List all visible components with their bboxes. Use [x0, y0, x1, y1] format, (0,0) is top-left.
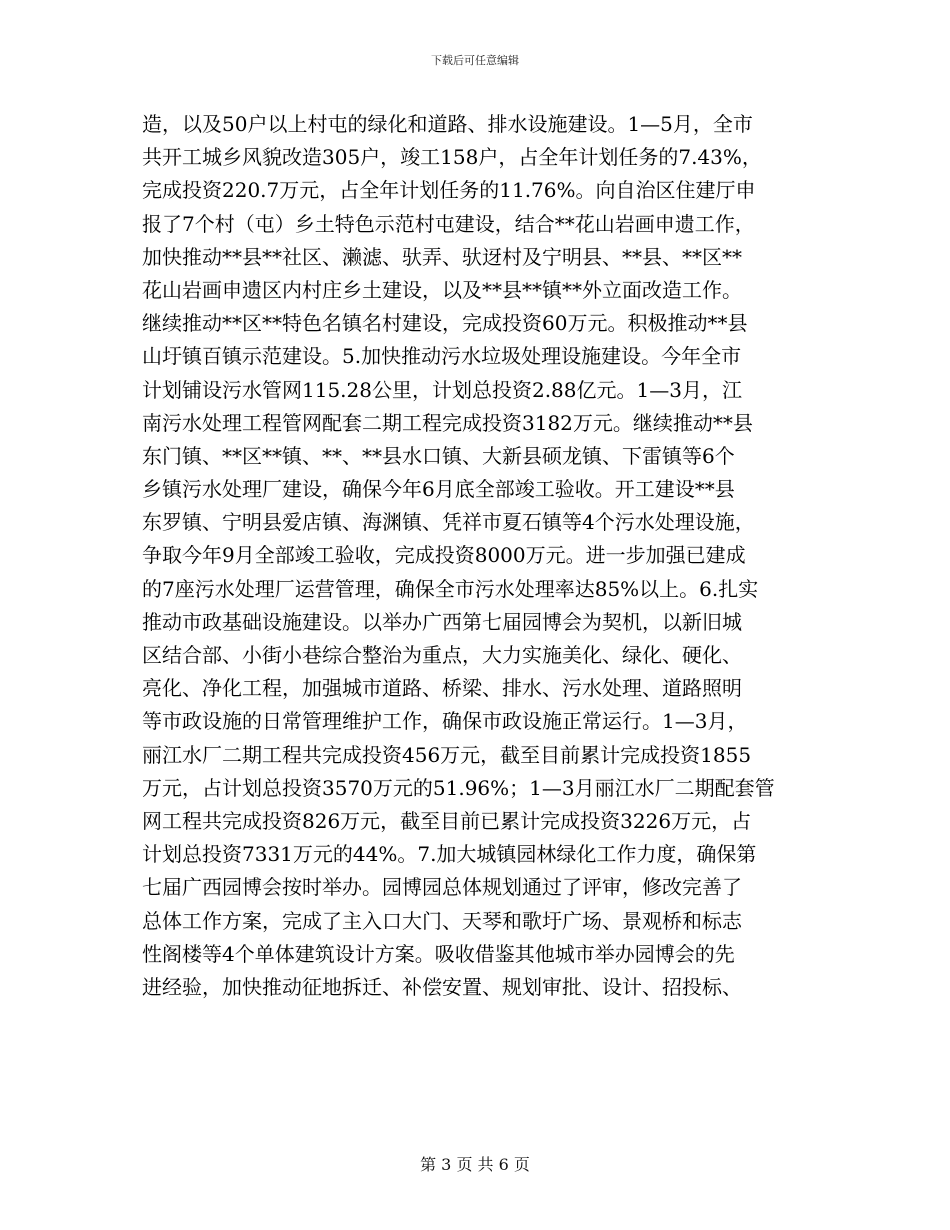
text-line: 进经验，加快推动征地拆迁、补偿安置、规划审批、设计、招投标、: [142, 974, 742, 999]
text-line: 七届广西园博会按时举办。园博园总体规划通过了评审，修改完善了: [142, 875, 742, 900]
text-line: 总体工作方案，完成了主入口大门、天琴和歌圩广场、景观桥和标志: [142, 908, 742, 933]
text-line: 性阁楼等4个单体建筑设计方案。吸收借鉴其他城市举办园博会的先: [142, 941, 735, 966]
text-line: 万元，占计划总投资3570万元的51.96%；1—3月丽江水厂二期配套管: [142, 775, 775, 800]
text-line: 加快推动**县**社区、濑滤、驮弄、驮迓村及宁明县、**县、**区**: [142, 244, 742, 269]
text-line: 共开工城乡风貌改造305户，竣工158户，占全年计划任务的7.43%，: [142, 145, 762, 170]
text-line: 推动市政基础设施建设。以举办广西第七届园博会为契机，以新旧城: [142, 609, 742, 634]
text-line: 等市政设施的日常管理维护工作，确保市政设施正常运行。1—3月，: [142, 709, 748, 734]
page-number-footer: 第 3 页 共 6 页: [420, 1155, 530, 1174]
text-line: 东罗镇、宁明县爱店镇、海渊镇、凭祥市夏石镇等4个污水处理设施，: [142, 510, 755, 535]
text-line: 区结合部、小街小巷综合整治为重点，大力实施美化、绿化、硬化、: [142, 643, 742, 667]
text-line: 亮化、净化工程，加强城市道路、桥梁、排水、污水处理、道路照明: [142, 676, 742, 701]
text-line: 网工程共完成投资826万元，截至目前已累计完成投资3226万元，占: [142, 808, 752, 833]
text-line: 完成投资220.7万元，占全年计划任务的11.76%。向自治区住建厅申: [142, 178, 756, 203]
text-line: 造，以及50户以上村屯的绿化和道路、排水设施建设。1—5月，全市: [142, 112, 753, 136]
text-line: 花山岩画申遗区内村庄乡土建设，以及**县**镇**外立面改造工作。: [142, 277, 742, 302]
text-line: 继续推动**区**特色名镇名村建设，完成投资60万元。积极推动**县: [142, 311, 748, 336]
page-header: 下载后可任意编辑: [431, 54, 519, 67]
text-line: 丽江水厂二期工程共完成投资456万元，截至目前累计完成投资1855: [142, 742, 752, 767]
text-line: 乡镇污水处理厂建设，确保今年6月底全部竣工验收。开工建设**县: [142, 477, 735, 502]
text-line: 南污水处理工程管网配套二期工程完成投资3182万元。继续推动**县: [142, 410, 753, 435]
text-line: 东门镇、**区**镇、**、**县水口镇、大新县硕龙镇、下雷镇等6个: [142, 443, 735, 468]
text-line: 报了7个村（屯）乡土特色示范村屯建设，结合**花山岩画申遗工作，: [142, 211, 755, 236]
text-line: 争取今年9月全部竣工验收，完成投资8000万元。进一步加强已建成: [142, 543, 746, 568]
text-line: 计划总投资7331万元的44%。7.加大城镇园林绿化工作力度，确保第: [142, 842, 757, 867]
text-line: 的7座污水处理厂运营管理，确保全市污水处理率达85%以上。6.扎实: [142, 576, 759, 601]
text-line: 山圩镇百镇示范建设。5.加快推动污水垃圾处理设施建设。今年全市: [142, 344, 742, 369]
text-line: 计划铺设污水管网115.28公里，计划总投资2.88亿元。1—3月，江: [142, 377, 742, 402]
document-body: [142, 108, 810, 1004]
